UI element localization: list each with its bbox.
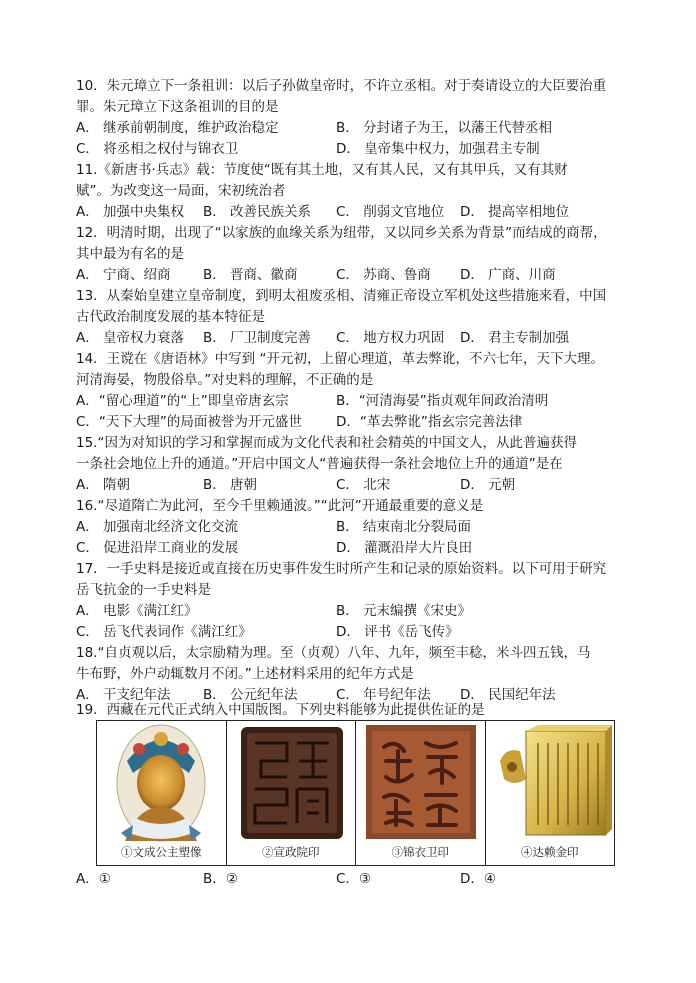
question-11-stem: 11.《新唐书·兵志》载：节度使“既有其土地，又有其人民，又有其甲兵，又有其财 [76, 162, 568, 178]
q17-option-b[interactable]: B． 元末编撰《宋史》 [336, 603, 472, 619]
question-18-stem-cont: 牛布野，外户动辄数月不闭。”上述材料采用的纪年方式是 [76, 666, 414, 682]
question-13-stem: 13．从秦始皇建立皇帝制度，到明太祖废丞相、清雍正帝设立军机处这些措施来看，中国 [76, 288, 607, 304]
question-10-stem: 10．朱元璋立下一条祖训：以后子孙做皇帝时，不许立丞相。对于奏请设立的大臣要治重 [76, 78, 607, 94]
q19-caption-1: ①文成公主塑像 [121, 845, 202, 859]
q14-option-d[interactable]: D．“革去弊讹”指玄宗完善法律 [336, 414, 523, 430]
q11-option-c[interactable]: C． 削弱文官地位 [336, 204, 445, 220]
q19-image-table [96, 720, 615, 866]
q18-option-a[interactable]: A． 干支纪年法 [76, 687, 171, 703]
question-15-stem-cont: 一条社会地位上升的通道。”开启中国文人“普遍获得一条社会地位上升的通道”是在 [76, 456, 563, 472]
question-15-stem: 15.“因为对知识的学习和掌握而成为文化代表和社会精英的中国文人，从此普遍获得 [76, 435, 577, 451]
question-12-stem-cont: 其中最为有名的是 [76, 246, 184, 262]
question-10-stem-cont: 罪。朱元璋立下这条祖训的目的是 [76, 99, 279, 115]
q10-option-c[interactable]: C． 将丞相之权付与锦衣卫 [76, 141, 239, 157]
q19-image-3 [356, 721, 486, 865]
q17-option-a[interactable]: A． 电影《满江红》 [76, 603, 198, 619]
q14-option-a[interactable]: A．“留心理道”的“上”即皇帝唐玄宗 [76, 393, 289, 409]
question-16-stem: 16.“尽道隋亡为此河，至今千里赖通波。”“此河”开通最重要的意义是 [76, 498, 484, 514]
q16-option-a[interactable]: A． 加强南北经济文化交流 [76, 519, 239, 535]
question-11-stem-cont: 赋”。为改变这一局面，宋初统治者 [76, 183, 286, 199]
q19-caption-4: ④达赖金印 [521, 845, 579, 859]
q11-option-d[interactable]: D． 提高宰相地位 [460, 204, 570, 220]
q16-option-d[interactable]: D． 灌溉沿岸大片良田 [336, 540, 473, 556]
q19-image-4 [486, 721, 615, 865]
question-12-stem: 12．明清时期，出现了“以家族的血缘关系为纽带，又以同乡关系为背景”而结成的商帮， [76, 225, 607, 241]
q12-option-a[interactable]: A． 宁商、绍商 [76, 267, 171, 283]
q19-option-b[interactable]: B．② [203, 871, 238, 887]
question-13-stem-cont: 古代政治制度发展的基本特征是 [76, 309, 265, 325]
q15-option-b[interactable]: B． 唐朝 [203, 477, 258, 493]
q19-option-a[interactable]: A．① [76, 871, 111, 887]
q12-option-b[interactable]: B． 晋商、徽商 [203, 267, 298, 283]
q17-option-d[interactable]: D． 评书《岳飞传》 [336, 624, 459, 640]
q17-option-c[interactable]: C． 岳飞代表词作《满江红》 [76, 624, 252, 640]
q18-option-d[interactable]: D． 民国纪年法 [460, 687, 556, 703]
q10-option-a[interactable]: A． 继承前朝制度，维护政治稳定 [76, 120, 279, 136]
q18-option-b[interactable]: B． 公元纪年法 [203, 687, 298, 703]
q11-option-a[interactable]: A． 加强中央集权 [76, 204, 185, 220]
q14-option-c[interactable]: C．“天下大理”的局面被誉为开元盛世 [76, 414, 302, 430]
question-17-stem-cont: 岳飞抗金的一手史料是 [76, 582, 211, 598]
q15-option-c[interactable]: C． 北宋 [336, 477, 391, 493]
q13-option-c[interactable]: C． 地方权力巩固 [336, 330, 445, 346]
q19-image-1 [97, 721, 227, 865]
q15-option-a[interactable]: A． 隋朝 [76, 477, 131, 493]
q16-option-c[interactable]: C． 促进沿岸工商业的发展 [76, 540, 239, 556]
q12-option-d[interactable]: D． 广商、川商 [460, 267, 556, 283]
question-19-stem: 19．西藏在元代正式纳入中国版图。下列史料能够为此提供佐证的是 [76, 702, 485, 718]
question-18-stem: 18.“自贞观以后，太宗励精为理。至（贞观）八年、九年，频至丰稔，米斗四五钱，马 [76, 645, 591, 661]
q13-option-a[interactable]: A． 皇帝权力衰落 [76, 330, 185, 346]
q12-option-c[interactable]: C． 苏商、鲁商 [336, 267, 431, 283]
q18-option-c[interactable]: C． 年号纪年法 [336, 687, 431, 703]
q16-option-b[interactable]: B． 结束南北分裂局面 [336, 519, 472, 535]
q19-caption-2: ②宣政院印 [262, 845, 320, 859]
q19-option-d[interactable]: D．④ [460, 871, 496, 887]
q10-option-d[interactable]: D． 皇帝集中权力，加强君主专制 [336, 141, 540, 157]
question-14-stem: 14．王谠在《唐语林》中写到 “开元初，上留心理道，革去弊讹，不六七年，天下大理。 [76, 351, 604, 367]
q13-option-b[interactable]: B． 厂卫制度完善 [203, 330, 312, 346]
q19-caption-3: ③锦衣卫印 [391, 845, 449, 859]
q10-option-b[interactable]: B． 分封诸子为王，以藩王代替丞相 [336, 120, 553, 136]
q19-image-2 [227, 721, 357, 865]
question-14-stem-cont: 河清海晏，物殷俗阜。”对史料的理解，不正确的是 [76, 372, 374, 388]
q15-option-d[interactable]: D． 元朝 [460, 477, 516, 493]
q13-option-d[interactable]: D． 君主专制加强 [460, 330, 570, 346]
q14-option-b[interactable]: B．“河清海晏”指贞观年间政治清明 [336, 393, 549, 409]
question-17-stem: 17．一手史料是接近或直接在历史事件发生时所产生和记录的原始资料。以下可用于研究 [76, 561, 607, 577]
q11-option-b[interactable]: B． 改善民族关系 [203, 204, 312, 220]
q19-option-c[interactable]: C．③ [336, 871, 372, 887]
